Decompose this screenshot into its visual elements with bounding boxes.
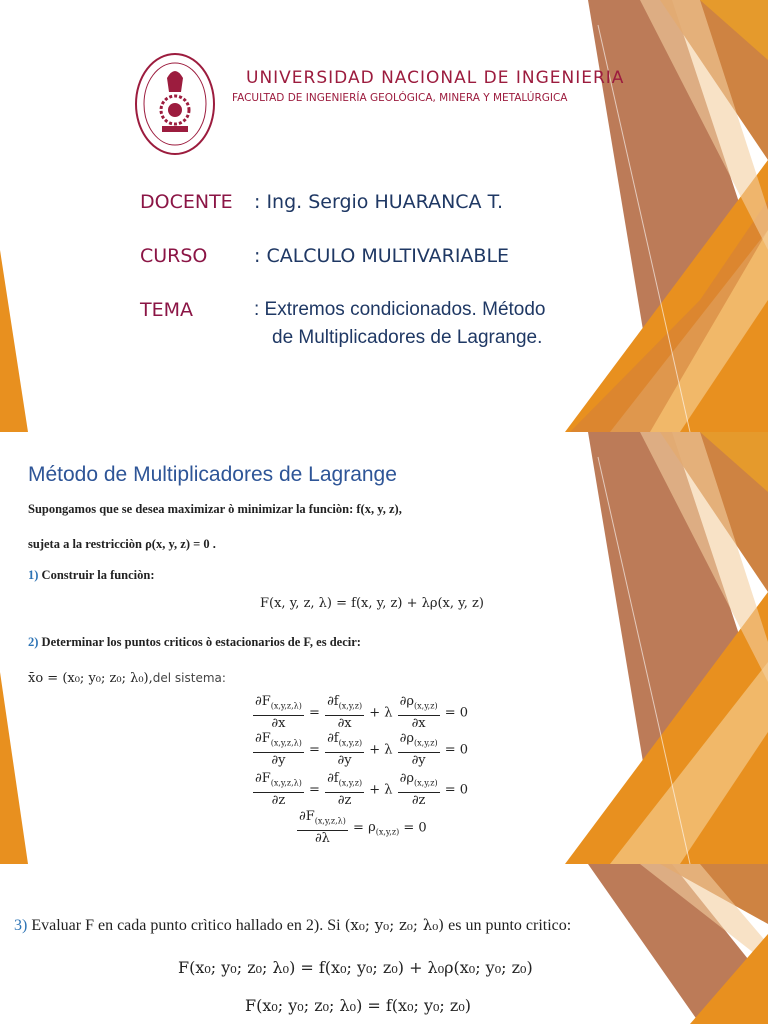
system-intro (28, 670, 226, 686)
lagrange-method-slide (0, 432, 768, 864)
critical-point-def: x̄o = (x₀; y₀; z₀; λ₀), (28, 671, 153, 686)
step2-number: 2) (28, 635, 39, 649)
step3-number: 3) (14, 917, 28, 934)
tema-label: TEMA (140, 299, 194, 321)
step2-text: Determinar los puntos criticos ò estacionarios de F, es decir: (41, 635, 361, 649)
intro-text: Supongamos que se desea maximizar ò minimizar la funciòn: f(x, y, z), (28, 502, 402, 516)
slide-title: Método de Multiplicadores de Lagrange (28, 463, 397, 486)
curso-label: CURSO (140, 245, 208, 267)
equation-dlambda: $\frac{\partial F_{(x,y,z,\lambda)}}{\partial\lambda}$ = $\rho_{(x,y,z)} = 0$ (299, 809, 427, 846)
step1-text: Construir la funciòn: (41, 568, 155, 582)
equation-dy: $\frac{\partial F_{(x,y,z,\lambda)}}{\partial y}$ = $\frac{\partial f_{(x,y,z)}}{\partial y}$ + λ $\frac{\partial\rho_{(x,y,z)}}{\partial y}$ = 0 (255, 731, 468, 768)
evaluation-equation-1: F(x₀; y₀; z₀; λ₀) = f(x₀; y₀; z₀) + λ₀ρ(x₀; y₀; z₀) (178, 958, 533, 977)
faculty-name: FACULTAD DE INGENIERÍA GEOLÓGICA, MINERA Y METALÚRGICA (232, 92, 568, 104)
equation-dz: $\frac{\partial F_{(x,y,z,\lambda)}}{\partial z}$ = $\frac{\partial f_{(x,y,z)}}{\partial z}$ + λ $\frac{\partial\rho_{(x,y,z)}}{\partial z}$ = 0 (255, 771, 468, 808)
function-F-definition: F(x, y, z, λ) = f(x, y, z) + λρ(x, y, z) (260, 596, 484, 611)
evaluation-slide (0, 864, 768, 1024)
orange-decoration (0, 0, 768, 432)
step3-tail: es un punto critico: (448, 917, 572, 934)
curso-value: : CALCULO MULTIVARIABLE (254, 245, 510, 267)
system-intro-text: del sistema: (152, 671, 226, 685)
university-name: UNIVERSIDAD NACIONAL DE INGENIERIA (246, 68, 625, 88)
title-slide (0, 0, 768, 432)
step3-text: Evaluar F en cada punto crìtico hallado en 2). Si (31, 917, 341, 934)
evaluation-equation-2: F(x₀; y₀; z₀; λ₀) = f(x₀; y₀; z₀) (245, 996, 471, 1015)
step3-point: (x₀; y₀; z₀; λ₀) (344, 916, 445, 934)
step3 (14, 916, 571, 935)
tema-value-line1: : Extremos condicionados. Método (254, 299, 546, 320)
university-seal-logo (134, 52, 216, 156)
restriction-text: sujeta a la restricciòn ρ(x, y, z) = 0 . (28, 537, 216, 551)
step1-number: 1) (28, 568, 39, 582)
equation-dx: $\frac{\partial F_{(x,y,z,\lambda)}}{\partial x}$ = $\frac{\partial f_{(x,y,z)}}{\partial x}$ + λ $\frac{\partial\rho_{(x,y,z)}}{\partial x}$ = 0 (255, 694, 468, 731)
step2 (28, 635, 361, 650)
docente-value: : Ing. Sergio HUARANCA T. (254, 191, 503, 213)
docente-label: DOCENTE (140, 191, 233, 213)
step1 (28, 568, 155, 583)
tema-value-line2: de Multiplicadores de Lagrange. (272, 327, 543, 348)
